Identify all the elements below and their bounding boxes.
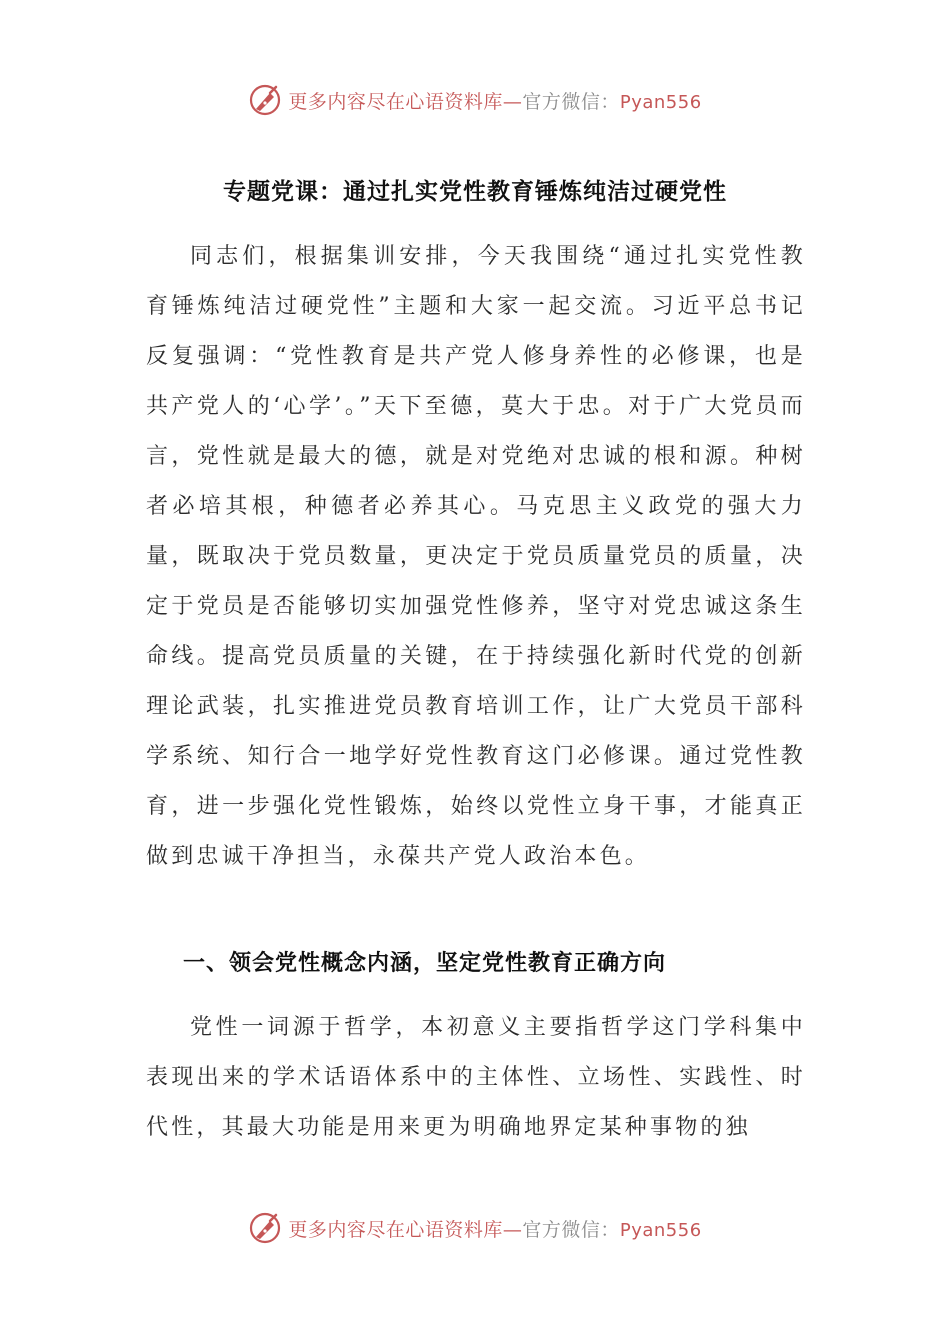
banner-brand: 更多内容尽在心语资料库 xyxy=(288,1218,503,1241)
body-section-intro xyxy=(146,232,806,882)
body-section-1 xyxy=(146,1003,806,1153)
banner-wechat-id: Pyan556 xyxy=(619,91,702,113)
banner-wechat-id: Pyan556 xyxy=(619,1219,702,1241)
banner-text xyxy=(288,87,701,114)
banner-brand: 更多内容尽在心语资料库 xyxy=(288,90,503,113)
footer-banner xyxy=(0,1208,950,1248)
banner-text xyxy=(288,1215,701,1242)
paragraph-section-1: 党性一词源于哲学，本初意义主要指哲学这门学科集中表现出来的学术话语体系中的主体性、立场性、实践性、时代性，其最大功能是用来更为明确地界定某种事物的独 xyxy=(146,1015,806,1140)
banner-wechat-label: 官方微信： xyxy=(522,1218,620,1241)
pen-nib-circle-icon xyxy=(248,83,282,117)
banner-wechat-label: 官方微信： xyxy=(522,90,620,113)
header-banner xyxy=(0,80,950,120)
paragraph-intro: 同志们，根据集训安排，今天我围绕“通过扎实党性教育锤炼纯洁过硬党性”主题和大家一起交流。习近平总书记反复强调：“党性教育是共产党人修身养性的必修课，也是共产党人的‘心学’。”天下至德，莫大于忠。对于广大党员而言，党性就是最大的德，就是对党绝对忠诚的根和源。种树者必培其根，种德者必养其心。马克思主义政党的强大力量，既取决于党员数量，更决定于党员质量党员的质量，决定于党员是否能够切实加强党性修养，坚守对党忠诚这条生命线。提高党员质量的关键，在于持续强化新时代党的创新理论武装，扎实推进党员教育培训工作，让广大党员干部科学系统、知行合一地学好党性教育这门必修课。通过党性教育，进一步强化党性锻炼，始终以党性立身干事，才能真正做到忠诚干净担当，永葆共产党人政治本色。 xyxy=(146,244,806,869)
banner-dash: — xyxy=(502,90,523,113)
pen-nib-circle-icon xyxy=(248,1211,282,1245)
section-heading-1: 一、领会党性概念内涵，坚定党性教育正确方向 xyxy=(183,950,667,976)
banner-dash: — xyxy=(502,1218,523,1241)
document-title: 专题党课：通过扎实党性教育锤炼纯洁过硬党性 xyxy=(223,178,727,205)
